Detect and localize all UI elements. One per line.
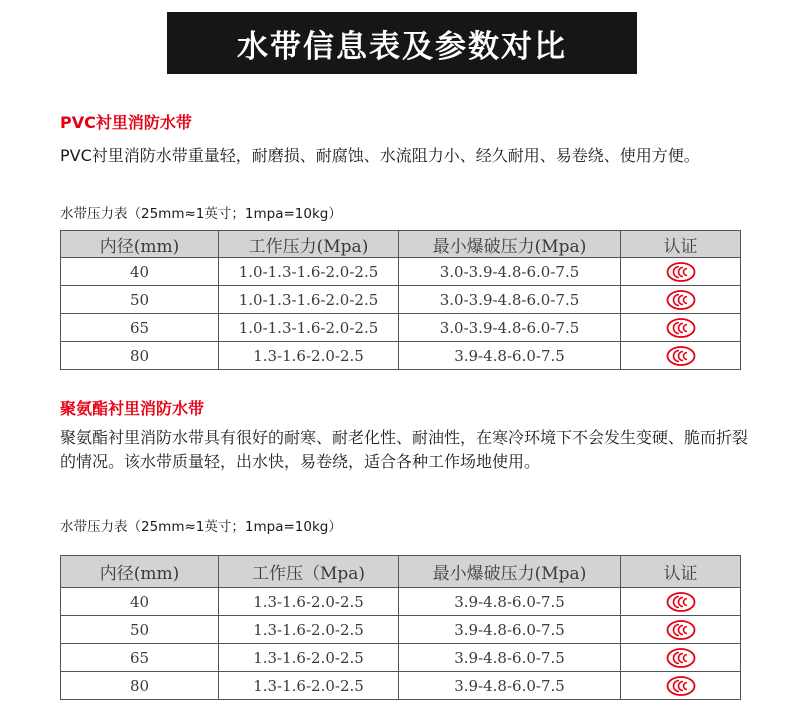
cell-diameter: 50 [61, 286, 219, 314]
header-certification: 认证 [621, 556, 741, 588]
page-title: 水带信息表及参数对比 [237, 28, 567, 65]
cell-working-pressure: 1.3-1.6-2.0-2.5 [219, 672, 399, 700]
cell-working-pressure: 1.0-1.3-1.6-2.0-2.5 [219, 314, 399, 342]
cell-burst-pressure: 3.9-4.8-6.0-7.5 [399, 342, 621, 370]
table-row [61, 616, 741, 644]
table-row [61, 342, 741, 370]
pu-pressure-table [60, 555, 741, 700]
ccc-certification-icon [666, 262, 696, 282]
pvc-table-note: 水带压力表（25mm≈1英寸；1mpa=10kg） [60, 206, 342, 222]
cell-diameter: 50 [61, 616, 219, 644]
table-row [61, 644, 741, 672]
pvc-section-title: PVC衬里消防水带 [60, 113, 192, 132]
ccc-certification-icon [666, 346, 696, 366]
cell-diameter: 65 [61, 314, 219, 342]
header-working-pressure: 工作压（Mpa) [219, 556, 399, 588]
ccc-certification-icon [666, 318, 696, 338]
pvc-pressure-table [60, 230, 741, 370]
cell-diameter: 80 [61, 342, 219, 370]
pu-table-note: 水带压力表（25mm≈1英寸；1mpa=10kg） [60, 519, 342, 535]
cell-working-pressure: 1.0-1.3-1.6-2.0-2.5 [219, 286, 399, 314]
cell-certification [621, 314, 741, 342]
cell-working-pressure: 1.3-1.6-2.0-2.5 [219, 588, 399, 616]
cell-working-pressure: 1.0-1.3-1.6-2.0-2.5 [219, 258, 399, 286]
cell-certification [621, 588, 741, 616]
header-burst-pressure: 最小爆破压力(Mpa) [399, 556, 621, 588]
cell-burst-pressure: 3.9-4.8-6.0-7.5 [399, 644, 621, 672]
page-title-banner [167, 12, 637, 74]
header-certification: 认证 [621, 231, 741, 258]
table-row [61, 258, 741, 286]
cell-burst-pressure: 3.9-4.8-6.0-7.5 [399, 672, 621, 700]
pvc-section-description: PVC衬里消防水带重量轻，耐磨损、耐腐蚀、水流阻力小、经久耐用、易卷绕、使用方便。 [60, 146, 700, 165]
header-burst-pressure: 最小爆破压力(Mpa) [399, 231, 621, 258]
cell-diameter: 40 [61, 258, 219, 286]
cell-burst-pressure: 3.0-3.9-4.8-6.0-7.5 [399, 258, 621, 286]
cell-certification [621, 342, 741, 370]
header-working-pressure: 工作压力(Mpa) [219, 231, 399, 258]
table-row [61, 672, 741, 700]
ccc-certification-icon [666, 648, 696, 668]
cell-burst-pressure: 3.9-4.8-6.0-7.5 [399, 588, 621, 616]
table-header-row [61, 231, 741, 258]
ccc-certification-icon [666, 290, 696, 310]
table-row [61, 314, 741, 342]
cell-certification [621, 672, 741, 700]
cell-working-pressure: 1.3-1.6-2.0-2.5 [219, 616, 399, 644]
ccc-certification-icon [666, 592, 696, 612]
pu-section-description: 聚氨酯衬里消防水带具有很好的耐寒、耐老化性、耐油性，在寒冷环境下不会发生变硬、脆而折裂的情况。该水带质量轻，出水快，易卷绕，适合各种工作场地使用。 [60, 428, 749, 471]
ccc-certification-icon [666, 620, 696, 640]
cell-burst-pressure: 3.0-3.9-4.8-6.0-7.5 [399, 286, 621, 314]
cell-working-pressure: 1.3-1.6-2.0-2.5 [219, 342, 399, 370]
header-diameter: 内径(mm) [61, 231, 219, 258]
cell-certification [621, 258, 741, 286]
cell-diameter: 40 [61, 588, 219, 616]
header-diameter: 内径(mm) [61, 556, 219, 588]
ccc-certification-icon [666, 676, 696, 696]
cell-certification [621, 644, 741, 672]
table-header-row [61, 556, 741, 588]
table-row [61, 588, 741, 616]
cell-certification [621, 616, 741, 644]
cell-burst-pressure: 3.0-3.9-4.8-6.0-7.5 [399, 314, 621, 342]
cell-burst-pressure: 3.9-4.8-6.0-7.5 [399, 616, 621, 644]
table-row [61, 286, 741, 314]
cell-diameter: 65 [61, 644, 219, 672]
pu-section-title: 聚氨酯衬里消防水带 [60, 399, 205, 418]
cell-working-pressure: 1.3-1.6-2.0-2.5 [219, 644, 399, 672]
cell-certification [621, 286, 741, 314]
cell-diameter: 80 [61, 672, 219, 700]
